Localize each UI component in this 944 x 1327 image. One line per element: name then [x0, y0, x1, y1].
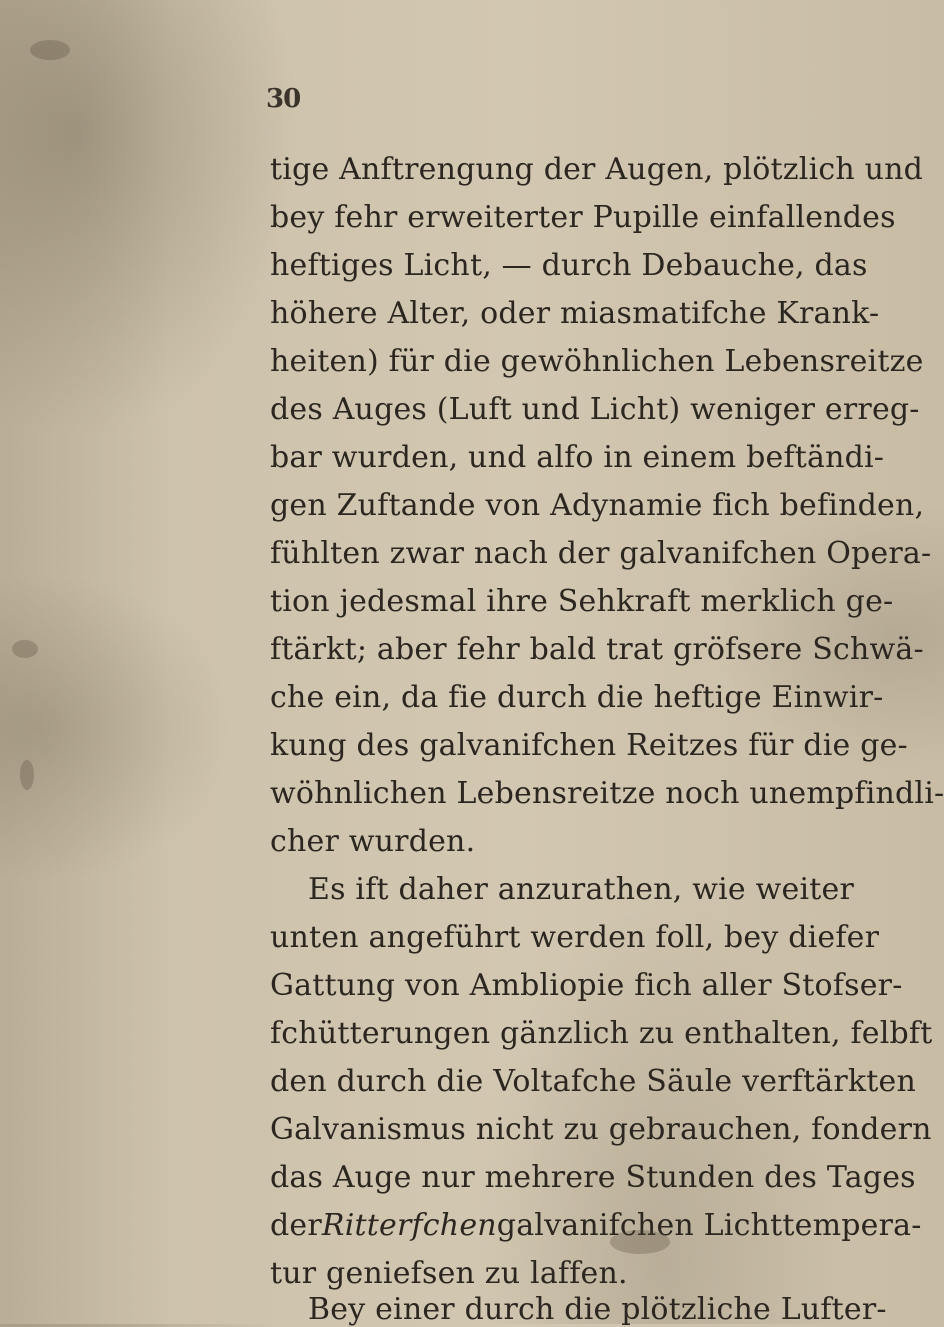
text-line: kung des galvanifchen Reitzes für die ge-	[270, 728, 908, 763]
text-line: Es ift daher anzurathen, wie weiter	[308, 872, 854, 907]
page-number: 30	[266, 84, 301, 114]
text-line: unten angeführt werden foll, bey diefer	[270, 920, 880, 955]
text-line: Gattung von Ambliopie fich aller Stofser-	[270, 968, 903, 1003]
text-line: höhere Alter, oder miasmatifche Krank-	[270, 296, 880, 331]
text-line: bey fehr erweiterter Pupille einfallendes	[270, 200, 896, 235]
text-line: das Auge nur mehrere Stunden des Tages	[270, 1160, 916, 1195]
text-line: ftärkt; aber fehr bald trat gröfsere Schwä-	[270, 632, 924, 667]
text-fragment: galvanifchen Lichttempera-	[496, 1208, 922, 1243]
text-line: gen Zuftande von Adynamie fich befinden,	[270, 488, 925, 523]
text-line: cher wurden.	[270, 824, 476, 859]
text-line: tion jedesmal ihre Sehkraft merklich ge-	[270, 584, 894, 619]
text-line: heftiges Licht, — durch Debauche, das	[270, 248, 868, 283]
text-line: wöhnlichen Lebensreitze noch unempfindli-	[270, 776, 944, 811]
text-line: heiten) für die gewöhnlichen Lebensreitze	[270, 344, 924, 379]
text-line: che ein, da fie durch die heftige Einwir-	[270, 680, 884, 715]
text-line: bar wurden, und alfo in einem beftändi-	[270, 440, 885, 475]
text-line	[270, 1200, 922, 1252]
paper-stain	[20, 760, 34, 790]
text-line: Galvanismus nicht zu gebrauchen, fondern	[270, 1112, 932, 1147]
paper-stain	[610, 1230, 670, 1254]
text-line: tur geniefsen zu laffen.	[270, 1256, 628, 1291]
text-line: fühlten zwar nach der galvanifchen Opera-	[270, 536, 932, 571]
paper-stain	[12, 640, 38, 658]
text-line: Bey einer durch die plötzliche Lufter-	[308, 1292, 887, 1327]
text-line: den durch die Voltafche Säule verftärkten	[270, 1064, 917, 1099]
italic-name: Ritterfchen	[321, 1208, 497, 1243]
text-line: des Auges (Luft und Licht) weniger erreg-	[270, 392, 920, 427]
text-line: fchütterungen gänzlich zu enthalten, felbft	[270, 1016, 933, 1051]
paper-stain	[30, 40, 70, 60]
text-line: tige Anftrengung der Augen, plötzlich und	[270, 152, 924, 187]
text-word: der	[270, 1208, 322, 1243]
